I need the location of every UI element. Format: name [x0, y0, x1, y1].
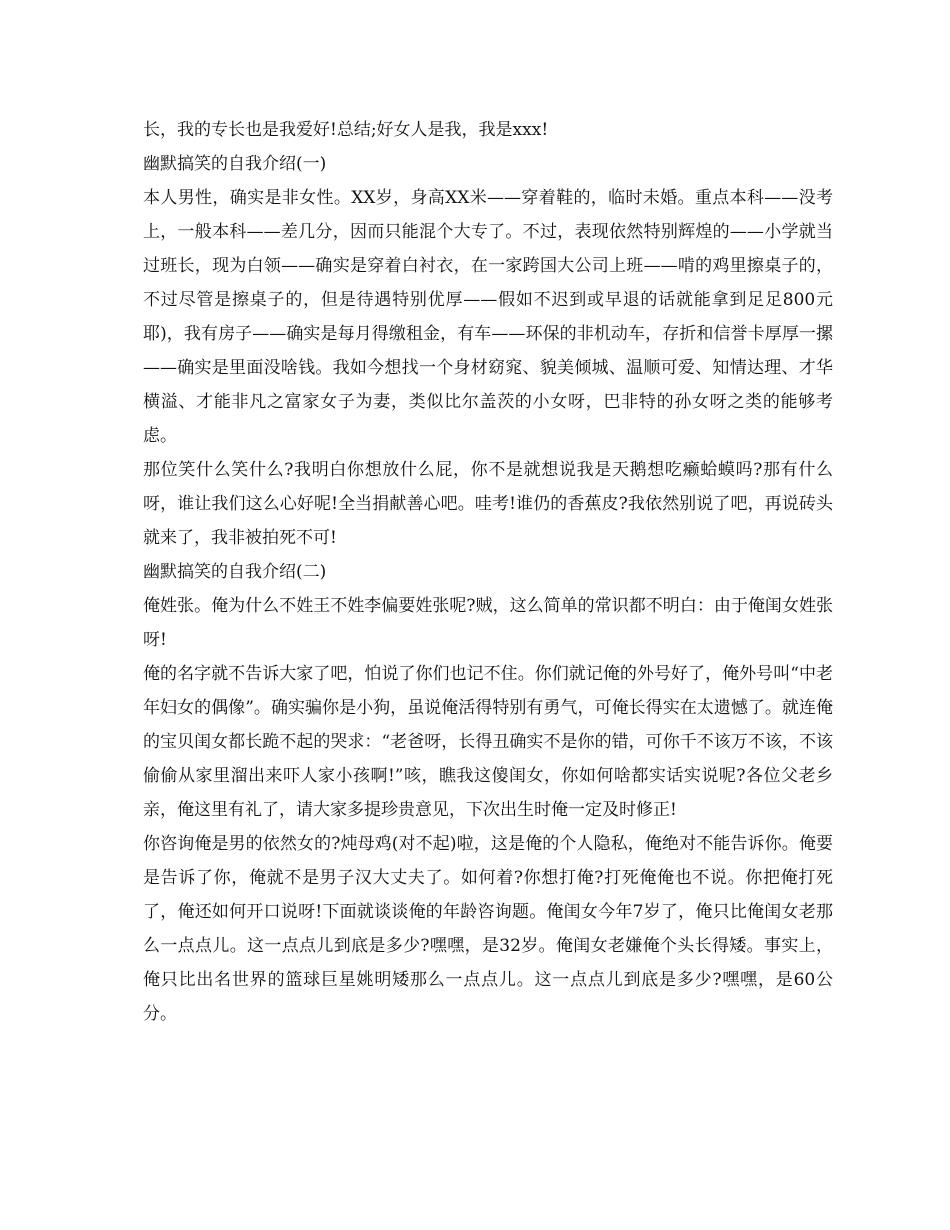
- paragraph-continuation: 长，我的专长也是我爱好!总结;好女人是我，我是xxx!: [143, 120, 549, 140]
- paragraph: 你咨询俺是男的依然女的?炖母鸡(对不起)啦，这是俺的个人隐私，俺绝对不能告诉你。俺要是告诉了你，俺就不是男子汉大丈夫了。如何着?你想打俺?打死俺俺也不说。你把俺打死了，俺还如何开口说呀!下面就谈谈俺的年龄咨询题。俺闺女今年7岁了，俺只比俺闺女老那么一点点儿。这一点点儿到底是多少?嘿嘿，是32岁。俺闺女老嫌俺个头长得矮。事实上，俺只比出名世界的篮球巨星姚明矮那么一点点儿。这一点点儿到底是多少?嘿嘿，是60公分。: [143, 834, 833, 1024]
- section-heading-2: 幽默搞笑的自我介绍(二): [143, 562, 327, 582]
- document-body: [143, 113, 833, 1031]
- paragraph: 俺姓张。俺为什么不姓王不姓李偏要姓张呢?贼，这么简单的常识都不明白：由于俺闺女姓张呀!: [143, 596, 833, 650]
- paragraph: 本人男性，确实是非女性。XX岁，身高XX米——穿着鞋的，临时未婚。重点本科——没考上，一般本科——差几分，因而只能混个大专了。不过，表现依然特别辉煌的——小学就当过班长，现为白领——确实是穿着白衬衣，在一家跨国大公司上班——啃的鸡里擦桌子的，不过尽管是擦桌子的，但是待遇特别优厚——假如不迟到或早退的话就能拿到足足800元耶)，我有房子——确实是每月得缴租金，有车——环保的非机动车，存折和信誉卡厚厚一摞——确实是里面没啥钱。我如今想找一个身材窈窕、貌美倾城、温顺可爱、知情达理、才华横溢、才能非凡之富家女子为妻，类似比尔盖茨的小女呀，巴非特的孙女呀之类的能够考虑。: [143, 188, 833, 446]
- paragraph: 那位笑什么笑什么?我明白你想放什么屁，你不是就想说我是天鹅想吃癞蛤蟆吗?那有什么呀，谁让我们这么心好呢!全当捐献善心吧。哇考!谁仍的香蕉皮?我依然别说了吧，再说砖头就来了，我非被拍死不可!: [143, 460, 833, 548]
- section-heading-1: 幽默搞笑的自我介绍(一): [143, 154, 327, 174]
- paragraph: 俺的名字就不告诉大家了吧，怕说了你们也记不住。你们就记俺的外号好了，俺外号叫“中老年妇女的偶像”。确实骗你是小狗，虽说俺活得特别有勇气，可俺长得实在太遗憾了。就连俺的宝贝闺女都长跪不起的哭求：“老爸呀，长得丑确实不是你的错，可你千不该万不该，不该偷偷从家里溜出来吓人家小孩啊!”咳，瞧我这傻闺女，你如何啥都实话实说呢?各位父老乡亲，俺这里有礼了，请大家多提珍贵意见，下次出生时俺一定及时修正!: [143, 664, 833, 820]
